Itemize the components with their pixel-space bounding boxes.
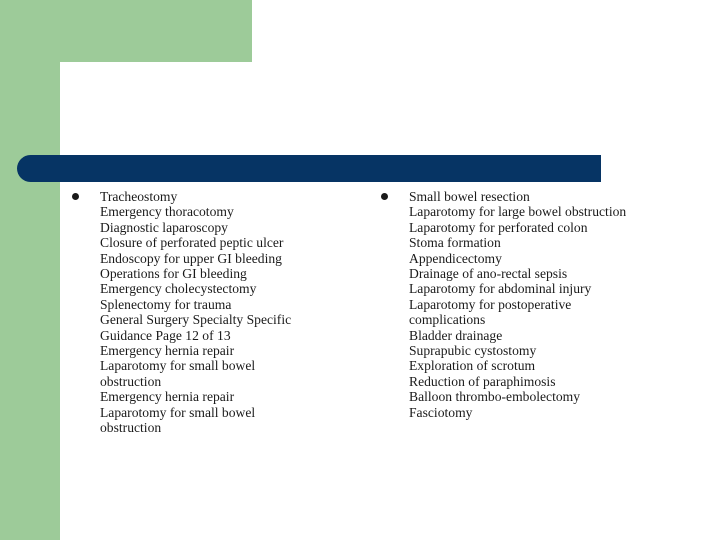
procedure-line: Guidance Page 12 of 13 [100,327,231,343]
title-bar [17,155,601,182]
procedure-line: Emergency thoracotomy [100,204,234,220]
procedure-line: Stoma formation [409,235,501,251]
procedure-line: Drainage of ano-rectal sepsis [409,266,568,282]
accent-strip-left [0,0,60,540]
procedure-line: Suprapubic cystostomy [409,343,537,359]
procedure-line: Emergency hernia repair [100,343,235,359]
list-item [100,189,400,436]
list-item [409,189,709,420]
procedure-line: obstruction [100,420,162,436]
procedure-line: Laparotomy for large bowel obstruction [409,204,627,220]
procedure-line: Fasciotomy [409,404,473,420]
procedure-lines-right [409,189,709,420]
procedure-line: Diagnostic laparoscopy [100,219,228,235]
bullet-icon [381,193,388,200]
procedure-line: Laparotomy for postoperative [409,296,572,312]
procedure-line: Laparotomy for small bowel [100,404,256,420]
procedure-line: obstruction [100,373,162,389]
bullet-icon [72,193,79,200]
procedure-line: Emergency hernia repair [100,389,235,405]
procedure-line: Endoscopy for upper GI bleeding [100,250,282,266]
procedure-line: Bladder drainage [409,327,503,343]
procedure-line: Exploration of scrotum [409,358,536,374]
procedure-lines-left [100,189,400,436]
procedure-line: Small bowel resection [409,189,530,204]
procedure-line: General Surgery Specialty Specific [100,312,292,328]
procedure-line: Laparotomy for perforated colon [409,219,588,235]
procedure-line: complications [409,312,486,328]
procedure-line: Balloon thrombo-embolectomy [409,389,581,405]
procedure-line: Tracheostomy [100,189,178,204]
procedure-line: Reduction of paraphimosis [409,373,556,389]
procedure-line: Splenectomy for trauma [100,296,232,312]
procedure-line: Appendicectomy [409,250,502,266]
procedure-line: Closure of perforated peptic ulcer [100,235,284,251]
procedure-line: Laparotomy for small bowel [100,358,256,374]
procedure-line: Laparotomy for abdominal injury [409,281,592,297]
procedure-line: Operations for GI bleeding [100,266,247,282]
procedure-list-left [100,189,400,436]
procedure-list-right [409,189,709,420]
procedure-line: Emergency cholecystectomy [100,281,257,297]
